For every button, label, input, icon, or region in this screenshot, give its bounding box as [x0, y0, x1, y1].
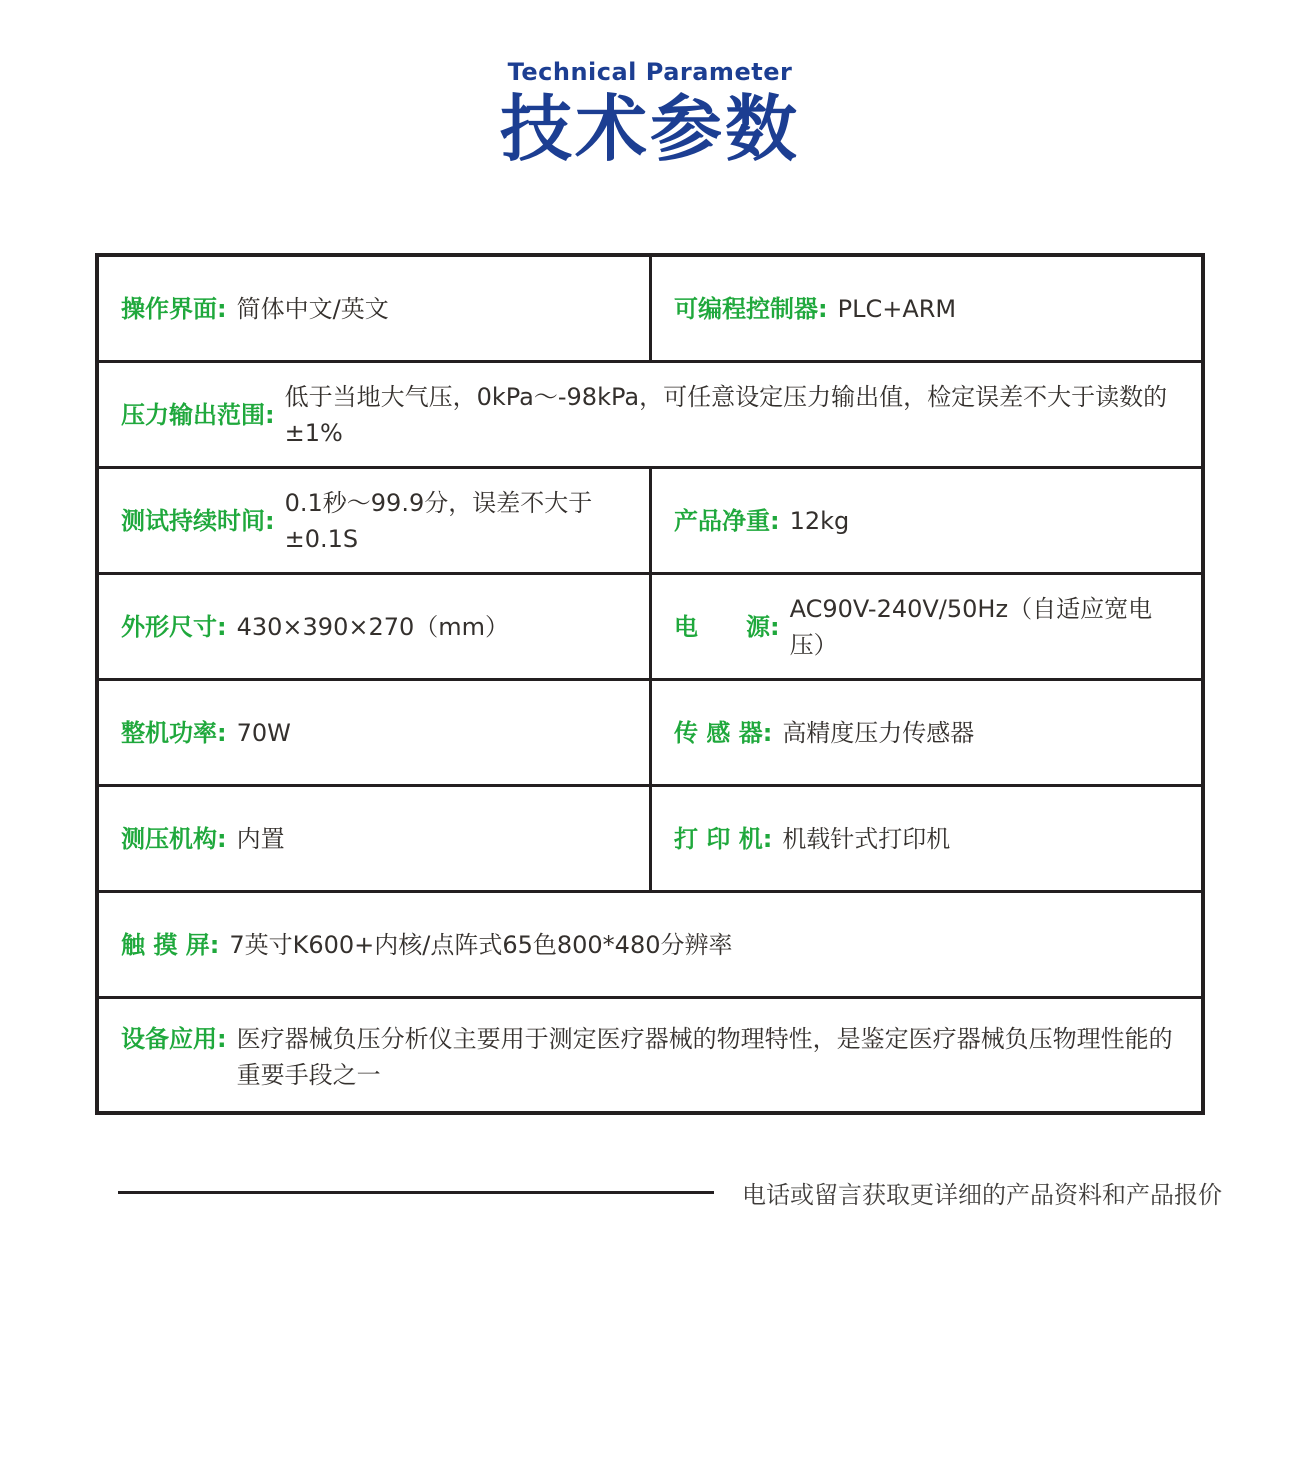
- param-label: 触 摸 屏:: [121, 930, 220, 959]
- param-cell: [99, 787, 652, 890]
- param-cell: [652, 575, 1201, 678]
- param-label: 设备应用:: [121, 1025, 227, 1054]
- param-label: 打 印 机:: [674, 824, 773, 853]
- param-value: AC90V-240V/50Hz（自适应宽电压）: [789, 594, 1153, 659]
- param-value: 简体中文/英文: [236, 294, 389, 323]
- param-label: 压力输出范围:: [121, 400, 275, 429]
- param-cell: [99, 681, 652, 784]
- page-header: [0, 0, 1300, 169]
- param-value: 0.1秒～99.9分，误差不大于±0.1S: [284, 488, 593, 553]
- param-cell: [652, 257, 1201, 360]
- parameter-table: [95, 253, 1205, 1115]
- param-value: 7英寸K600+内核/点阵式65色800*480分辨率: [229, 930, 733, 959]
- param-cell: [652, 787, 1201, 890]
- footer: [118, 1175, 1222, 1210]
- table-row: [99, 678, 1201, 784]
- footer-divider-line: [118, 1191, 714, 1194]
- table-row: [99, 996, 1201, 1111]
- param-cell: [99, 999, 1201, 1111]
- param-cell: [99, 363, 1201, 466]
- param-label: 操作界面:: [121, 294, 227, 323]
- param-label: 传 感 器:: [674, 718, 773, 747]
- param-cell: [99, 469, 652, 572]
- param-value: 内置: [236, 824, 285, 853]
- param-value: 70W: [236, 718, 291, 747]
- table-row: [99, 572, 1201, 678]
- param-cell: [652, 469, 1201, 572]
- param-value: 医疗器械负压分析仪主要用于测定医疗器械的物理特性，是鉴定医疗器械负压物理性能的重要手段之一: [236, 1025, 1173, 1090]
- table-row: [99, 784, 1201, 890]
- param-value: 高精度压力传感器: [782, 718, 975, 747]
- footer-note: 电话或留言获取更详细的产品资料和产品报价: [742, 1181, 1222, 1210]
- param-value: 12kg: [789, 506, 850, 535]
- param-label: 测试持续时间:: [121, 506, 275, 535]
- param-cell: [652, 681, 1201, 784]
- param-label: 可编程控制器:: [674, 294, 828, 323]
- param-value: 430×390×270（mm）: [236, 612, 510, 641]
- table-row: [99, 360, 1201, 466]
- table-row: [99, 466, 1201, 572]
- param-cell: [99, 575, 652, 678]
- table-row: [99, 257, 1201, 360]
- param-cell: [99, 257, 652, 360]
- param-value: 低于当地大气压，0kPa～-98kPa，可任意设定压力输出值，检定误差不大于读数的±1%: [284, 382, 1168, 447]
- param-label: 产品净重:: [674, 506, 780, 535]
- param-label: 电 源:: [674, 612, 780, 641]
- param-cell: [99, 893, 1201, 996]
- param-label: 测压机构:: [121, 824, 227, 853]
- page-subtitle: Technical Parameter: [507, 58, 793, 86]
- table-row: [99, 890, 1201, 996]
- param-label: 外形尺寸:: [121, 612, 227, 641]
- param-value: 机载针式打印机: [782, 824, 951, 853]
- page-title: 技术参数: [499, 87, 800, 171]
- param-value: PLC+ARM: [837, 294, 957, 323]
- param-label: 整机功率:: [121, 718, 227, 747]
